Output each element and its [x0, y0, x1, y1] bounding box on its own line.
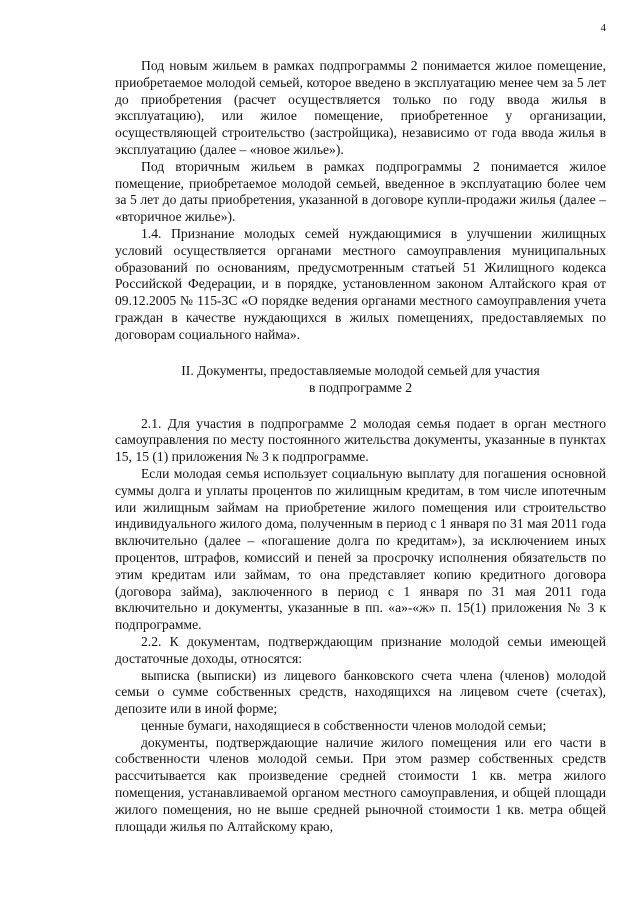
document-body	[115, 58, 606, 835]
paragraph-new-housing: Под новым жильем в рамках подпрограммы 2 понимается жилое помещение, приобретаемое молодой семьей, которое введено в эксплуатацию менее чем за 5 лет до приобретения (расчет осуществляется только по году ввода жилья в эксплуатацию), или жилое помещение, приобретенное у организации, осуществляющей строительство (застройщика), независимо от года ввода жилья в эксплуатацию (далее – «новое жилье»).	[115, 58, 606, 157]
section-heading-line1: II. Документы, предоставляемые молодой семьей для участия	[181, 362, 540, 378]
page-number: 4	[600, 22, 606, 34]
paragraph-bank-statement: выписка (выписки) из лицевого банковского счета члена (членов) молодой семьи о сумме собственных средств, находящихся на лицевом счете (счетах), депозите или в иной форме;	[115, 667, 606, 717]
section-heading	[115, 362, 606, 396]
paragraph-secondary-housing: Под вторичным жильем в рамках подпрограммы 2 понимается жилое помещение, приобретаемое молодой семьей, введенное в эксплуатацию более чем за 5 лет до даты приобретения, указанной в договоре купли-продажи жилья (далее – «вторичное жилье»).	[115, 158, 606, 225]
paragraph-debt-repayment: Если молодая семья использует социальную выплату для погашения основной суммы долга и уплаты процентов по жилищным кредитам, в том числе ипотечным или жилищным займам на приобретение жилого помещения или строительство индивидуального жилого дома, полученным в период с 1 января по 31 мая 2011 года включительно (далее – «погашение долга по кредитам»), за исключением иных процентов, штрафов, комиссий и пеней за просрочку исполнения обязательств по этим кредитам или займам, то она представляет копию кредитного договора (договора займа), заключенного в период с 1 января по 31 мая 2011 года включительно и документы, указанные в пп. «а»-«ж» п. 15(1) приложения № 3 к подпрограмме.	[115, 465, 606, 633]
paragraph-securities: ценные бумаги, находящиеся в собственности членов молодой семьи;	[141, 717, 547, 733]
section-heading-line2: в подпрограмме 2	[308, 379, 413, 395]
paragraph-property-documents: документы, подтверждающие наличие жилого помещения или его части в собственности членов молодой семьи. При этом размер собственных средств рассчитывается как произведение средней стоимости 1 кв. метра жилого помещения, устанавливаемой органом местного самоуправления, и общей площади жилого помещения, но не выше средней рыночной стоимости 1 кв. метра общей площади жилья по Алтайскому краю,	[115, 734, 606, 834]
paragraph-2-1: 2.1. Для участия в подпрограмме 2 молодая семья подает в орган местного самоуправления по месту постоянного жительства документы, указанные в пунктах 15, 15 (1) приложения № 3 к подпрограмме.	[115, 415, 606, 465]
paragraph-1-4: 1.4. Признание молодых семей нуждающимися в улучшении жилищных условий осуществляется органами местного самоуправления муниципальных образований по основаниям, предусмотренным статьей 51 Жилищного кодекса Российской Федерации, и в порядке, установленном законом Алтайского края от 09.12.2005 № 115-ЗС «О порядке ведения органами местного самоуправления учета граждан в качестве нуждающихся в жилых помещениях, предоставляемых по договорам социального найма».	[115, 225, 606, 342]
paragraph-2-2: 2.2. К документам, подтверждающим признание молодой семьи имеющей достаточные доходы, относятся:	[115, 633, 606, 666]
